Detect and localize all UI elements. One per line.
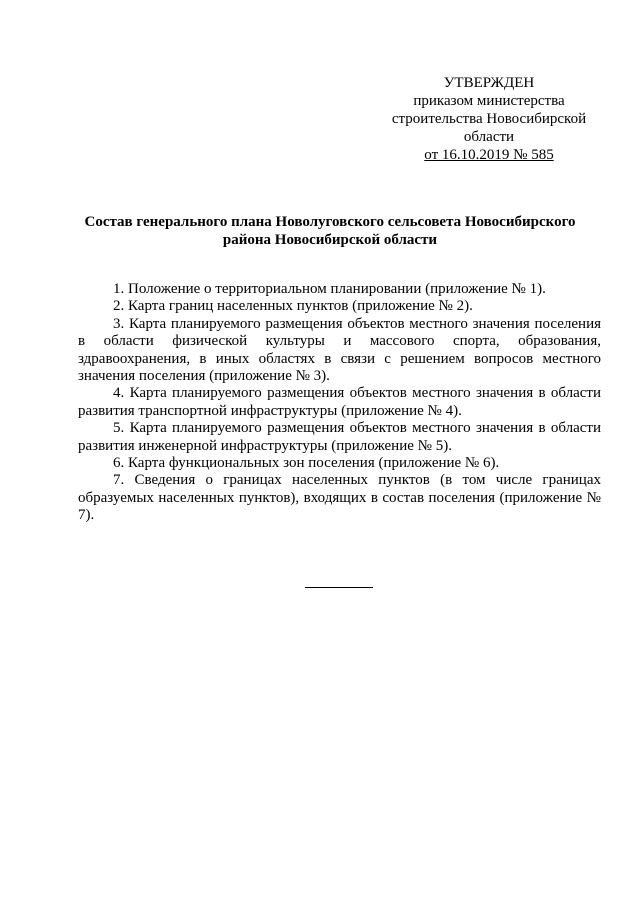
document-body xyxy=(78,281,601,525)
document-title xyxy=(70,213,590,249)
approval-line-ministry: строительства Новосибирской xyxy=(391,111,587,127)
document-title-line-1: Состав генерального плана Новолуговского сельсовета Новосибирского xyxy=(84,214,576,230)
approval-date-number: от 16.10.2019 № 585 xyxy=(424,147,554,163)
approval-heading: УТВЕРЖДЕН xyxy=(443,75,535,91)
list-item: 1. Положение о территориальном планировании (приложение № 1). xyxy=(113,281,546,297)
approval-line-order: приказом министерства xyxy=(413,93,565,109)
list-item: 4. Карта планируемого размещения объектов местного значения в области развития транспортной инфраструктуры (приложение № 4). xyxy=(78,385,601,419)
list-item: 3. Карта планируемого размещения объектов местного значения поселения в области физической культуры и массового спорта, образования, здравоохранения, в иных областях в связи с решением вопросов местного значения поселения (приложение № 3). xyxy=(78,315,601,385)
document-title-line-2: района Новосибирской области xyxy=(222,232,438,248)
list-item: 6. Карта функциональных зон поселения (приложение № 6). xyxy=(113,455,500,472)
approval-line-region: области xyxy=(463,129,515,145)
end-divider xyxy=(305,587,373,588)
list-item: 5. Карта планируемого размещения объектов местного значения в области развития инженерной инфраструктуры (приложение № 5). xyxy=(78,420,601,454)
approval-stamp xyxy=(380,74,598,164)
list-item: 2. Карта границ населенных пунктов (приложение № 2). xyxy=(113,298,473,315)
list-item: 7. Сведения о границах населенных пунктов (в том числе границах образуемых населенных пунктов), входящих в состав поселения (приложение № 7). xyxy=(78,472,601,524)
